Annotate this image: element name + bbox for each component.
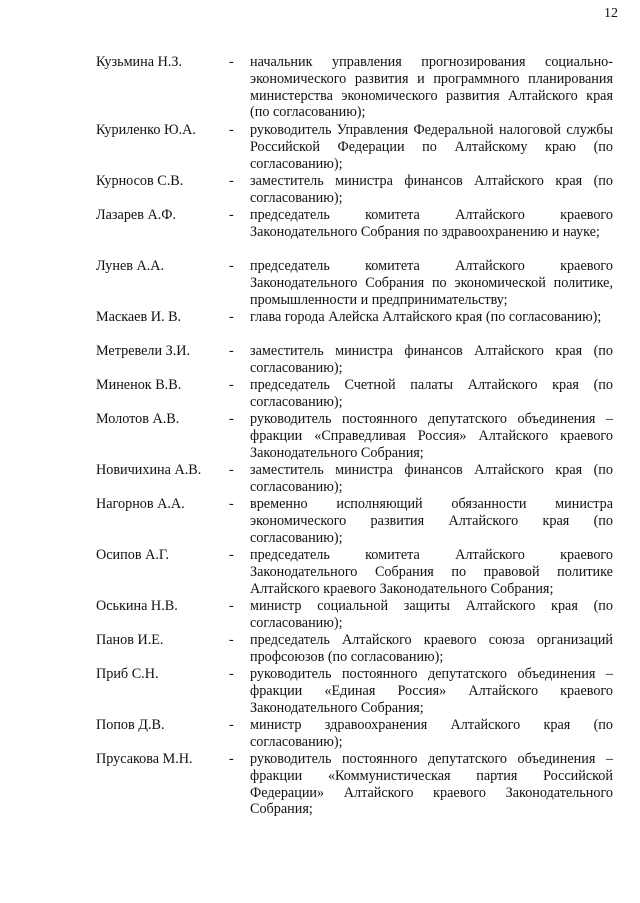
dash-separator: - [229, 751, 234, 767]
member-position: руководитель постоянного депутатского объединения – фракции «Справедливая Россия» Алтайского краевого Законодательного Собрания; [250, 411, 613, 461]
member-position: министр социальной защиты Алтайского края (по согласованию); [250, 598, 613, 631]
member-name: Куриленко Ю.А. [96, 122, 196, 138]
dash-separator: - [229, 122, 234, 138]
dash-separator: - [229, 666, 234, 682]
dash-separator: - [229, 496, 234, 512]
member-name: Молотов А.В. [96, 411, 180, 427]
dash-separator: - [229, 207, 234, 223]
member-name: Оськина Н.В. [96, 598, 178, 614]
member-position: глава города Алейска Алтайского края (по согласованию); [250, 309, 602, 325]
member-position: председатель Счетной палаты Алтайского края (по согласованию); [250, 377, 613, 410]
dash-separator: - [229, 173, 234, 189]
member-position: заместитель министра финансов Алтайского края (по согласованию); [250, 462, 613, 495]
member-position: временно исполняющий обязанности министра экономического развития Алтайского края (по согласованию); [250, 496, 613, 546]
dash-separator: - [229, 547, 234, 563]
member-position: министр здравоохранения Алтайского края (по согласованию); [250, 717, 613, 750]
dash-separator: - [229, 411, 234, 427]
member-name: Маскаев И. В. [96, 309, 182, 325]
dash-separator: - [229, 377, 234, 393]
member-position: руководитель постоянного депутатского объединения – фракции «Единая Россия» Алтайского краевого Законодательного Собрания; [250, 666, 613, 716]
dash-separator: - [229, 632, 234, 648]
member-name: Панов И.Е. [96, 632, 164, 648]
member-position: председатель комитета Алтайского краевого Законодательного Собрания по экономической политике, промышленности и предпринимательству; [250, 258, 613, 308]
dash-separator: - [229, 462, 234, 478]
member-position: заместитель министра финансов Алтайского края (по согласованию); [250, 343, 613, 376]
member-name: Миненок В.В. [96, 377, 182, 393]
member-name: Лунев А.А. [96, 258, 165, 274]
member-name: Лазарев А.Ф. [96, 207, 177, 223]
member-position: заместитель министра финансов Алтайского края (по согласованию); [250, 173, 613, 206]
member-name: Метревели З.И. [96, 343, 191, 359]
member-name: Прусакова М.Н. [96, 751, 193, 767]
dash-separator: - [229, 54, 234, 70]
member-position: председатель комитета Алтайского краевого Законодательного Собрания по правовой политике Алтайского краевого Законодательного Собрания; [250, 547, 613, 597]
member-name: Новичихина А.В. [96, 462, 202, 478]
member-name: Попов Д.В. [96, 717, 165, 733]
dash-separator: - [229, 309, 234, 325]
member-name: Нагорнов А.А. [96, 496, 185, 512]
dash-separator: - [229, 717, 234, 733]
member-position: руководитель постоянного депутатского объединения – фракции «Коммунистическая партия Российской Федерации» Алтайского краевого Законодательного Собрания; [250, 751, 613, 818]
member-position: руководитель Управления Федеральной налоговой службы Российской Федерации по Алтайскому краю (по согласованию); [250, 122, 613, 172]
page-number: 12 [604, 6, 618, 21]
member-name: Курносов С.В. [96, 173, 184, 189]
member-name: Осипов А.Г. [96, 547, 170, 563]
dash-separator: - [229, 598, 234, 614]
member-name: Приб С.Н. [96, 666, 159, 682]
member-name: Кузьмина Н.З. [96, 54, 183, 70]
dash-separator: - [229, 343, 234, 359]
member-position: председатель Алтайского краевого союза организаций профсоюзов (по согласованию); [250, 632, 613, 665]
member-position: начальник управления прогнозирования социально-экономического развития и программного планирования министерства экономического развития Алтайского края (по согласованию); [250, 54, 613, 121]
member-position: председатель комитета Алтайского краевого Законодательного Собрания по здравоохранению и науке; [250, 207, 613, 240]
dash-separator: - [229, 258, 234, 274]
